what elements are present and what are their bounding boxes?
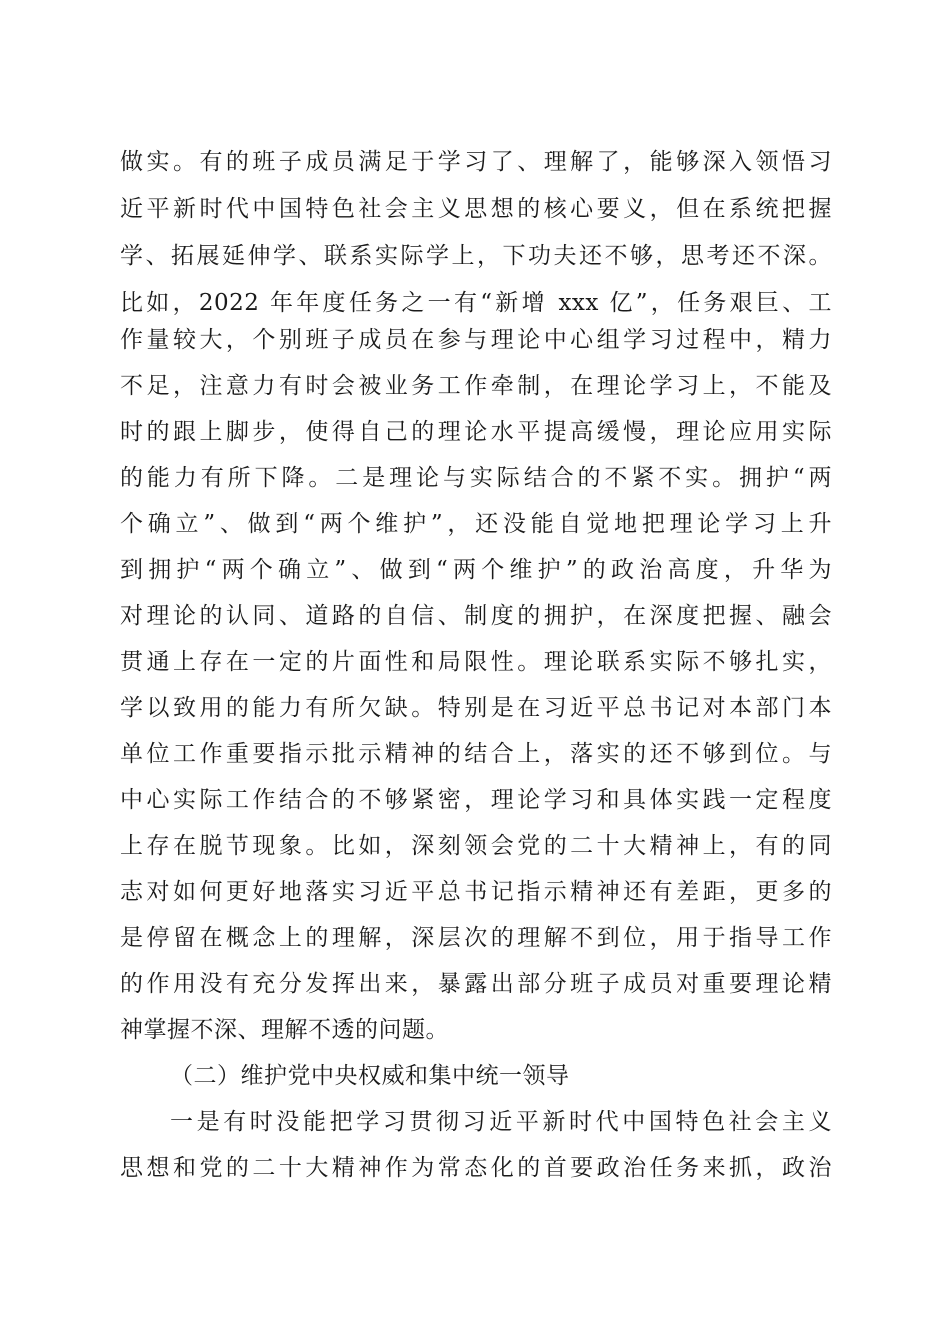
paragraph-line: 是停留在概念上的理解，深层次的理解不到位，用于指导工作 <box>120 925 832 951</box>
paragraph-line: 思想和党的二十大精神作为常态化的首要政治任务来抓，政治 <box>120 1155 832 1181</box>
paragraph-line: 时的跟上脚步，使得自己的理论水平提高缓慢，理论应用实际 <box>120 419 832 445</box>
paragraph-line: 中心实际工作结合的不够紧密，理论学习和具体实践一定程度 <box>120 787 832 813</box>
paragraph-line: 近平新时代中国特色社会主义思想的核心要义，但在系统把握 <box>120 196 832 222</box>
paragraph-line: 志对如何更好地落实习近平总书记指示精神还有差距，更多的 <box>120 879 832 905</box>
paragraph-line: 个确立”、做到“两个维护”，还没能自觉地把理论学习上升 <box>120 511 832 537</box>
paragraph-line: 对理论的认同、道路的自信、制度的拥护，在深度把握、融会 <box>120 603 832 629</box>
paragraph-line: 到拥护“两个确立”、做到“两个维护”的政治高度，升华为 <box>120 557 832 583</box>
paragraph-line: 的能力有所下降。二是理论与实际结合的不紧不实。拥护“两 <box>120 465 832 491</box>
paragraph-line: 上存在脱节现象。比如，深刻领会党的二十大精神上，有的同 <box>120 833 832 859</box>
paragraph-line: 的作用没有充分发挥出来，暴露出部分班子成员对重要理论精 <box>120 971 832 997</box>
paragraph-line: 学以致用的能力有所欠缺。特别是在习近平总书记对本部门本 <box>120 695 832 721</box>
paragraph-line: 作量较大，个别班子成员在参与理论中心组学习过程中，精力 <box>120 327 832 353</box>
paragraph-line: 比如，2022 年年度任务之一有“新增 xxx 亿”，任务艰巨、工 <box>120 290 832 316</box>
paragraph-line: 贯通上存在一定的片面性和局限性。理论联系实际不够扎实， <box>120 649 832 675</box>
section-heading: （二）维护党中央权威和集中统一领导 <box>170 1063 570 1089</box>
paragraph-line: 不足，注意力有时会被业务工作牵制，在理论学习上，不能及 <box>120 373 832 399</box>
paragraph-line: 做实。有的班子成员满足于学习了、理解了，能够深入领悟习 <box>120 149 832 175</box>
paragraph-line: 单位工作重要指示批示精神的结合上，落实的还不够到位。与 <box>120 741 832 767</box>
paragraph-line: 一是有时没能把学习贯彻习近平新时代中国特色社会主义 <box>170 1109 832 1135</box>
paragraph-line: 学、拓展延伸学、联系实际学上，下功夫还不够，思考还不深。 <box>120 243 832 269</box>
paragraph-line: 神掌握不深、理解不透的问题。 <box>120 1017 449 1043</box>
